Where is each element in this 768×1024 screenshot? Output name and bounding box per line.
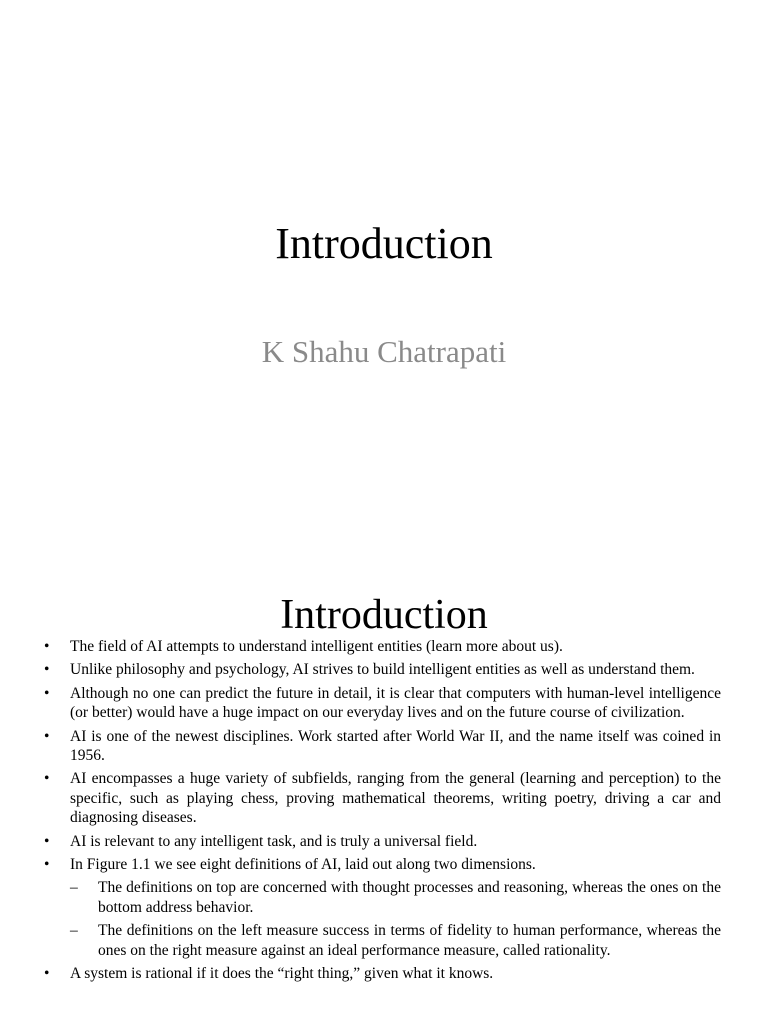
- bullet-text: AI encompasses a huge variety of subfields, ranging from the general (learning and perception) to the specific, such as playing chess, proving mathematical theorems, writing poetry, driving a car and diagnosing diseases.: [70, 770, 721, 827]
- sub-list-item: [0, 921, 768, 960]
- bullet-marker: •: [44, 770, 50, 788]
- sub-bullet-text: The definitions on the left measure success in terms of fidelity to human performance, whereas the ones on the right measure against an ideal performance measure, called rationality.: [98, 922, 721, 959]
- bullet-marker: •: [44, 727, 50, 745]
- list-item: [0, 832, 768, 851]
- bullet-text: In Figure 1.1 we see eight definitions of AI, laid out along two dimensions.: [70, 856, 536, 874]
- bullet-marker: •: [44, 684, 50, 702]
- list-item: [0, 684, 768, 723]
- sub-list-item: [0, 878, 768, 917]
- list-item: [0, 637, 768, 656]
- bullet-text: The field of AI attempts to understand intelligent entities (learn more about us).: [70, 638, 563, 655]
- bullet-list: [0, 637, 768, 988]
- bullet-marker: •: [44, 661, 50, 679]
- bullet-marker: •: [44, 856, 50, 874]
- sub-bullet-text: The definitions on top are concerned with thought processes and reasoning, whereas the ones on the bottom address behavior.: [98, 879, 721, 916]
- dash-marker: –: [70, 879, 78, 897]
- bullet-text: Unlike philosophy and psychology, AI strives to build intelligent entities as well as understand them.: [70, 661, 695, 679]
- bullet-text: AI is one of the newest disciplines. Work started after World War II, and the name itself was coined in 1956.: [70, 727, 721, 765]
- list-item: [0, 727, 768, 766]
- bullet-text: Although no one can predict the future in detail, it is clear that computers with human-level intelligence (or better) would have a huge impact on our everyday lives and on the future course of civilization.: [70, 684, 721, 722]
- author-subtitle: K Shahu Chatrapati: [261, 334, 507, 369]
- bullet-marker: •: [44, 965, 50, 983]
- list-item: [0, 964, 768, 983]
- slide-title: Introduction: [275, 219, 493, 268]
- dash-marker: –: [70, 922, 78, 940]
- list-item: [0, 769, 768, 827]
- bullet-text: AI is relevant to any intelligent task, and is truly a universal field.: [70, 832, 478, 850]
- bullet-text: A system is rational if it does the “right thing,” given what it knows.: [70, 965, 494, 983]
- bullet-marker: •: [44, 832, 50, 850]
- list-item: [0, 660, 768, 679]
- list-item: [0, 855, 768, 874]
- content-slide-title: Introduction: [280, 592, 488, 638]
- bullet-marker: •: [44, 638, 50, 655]
